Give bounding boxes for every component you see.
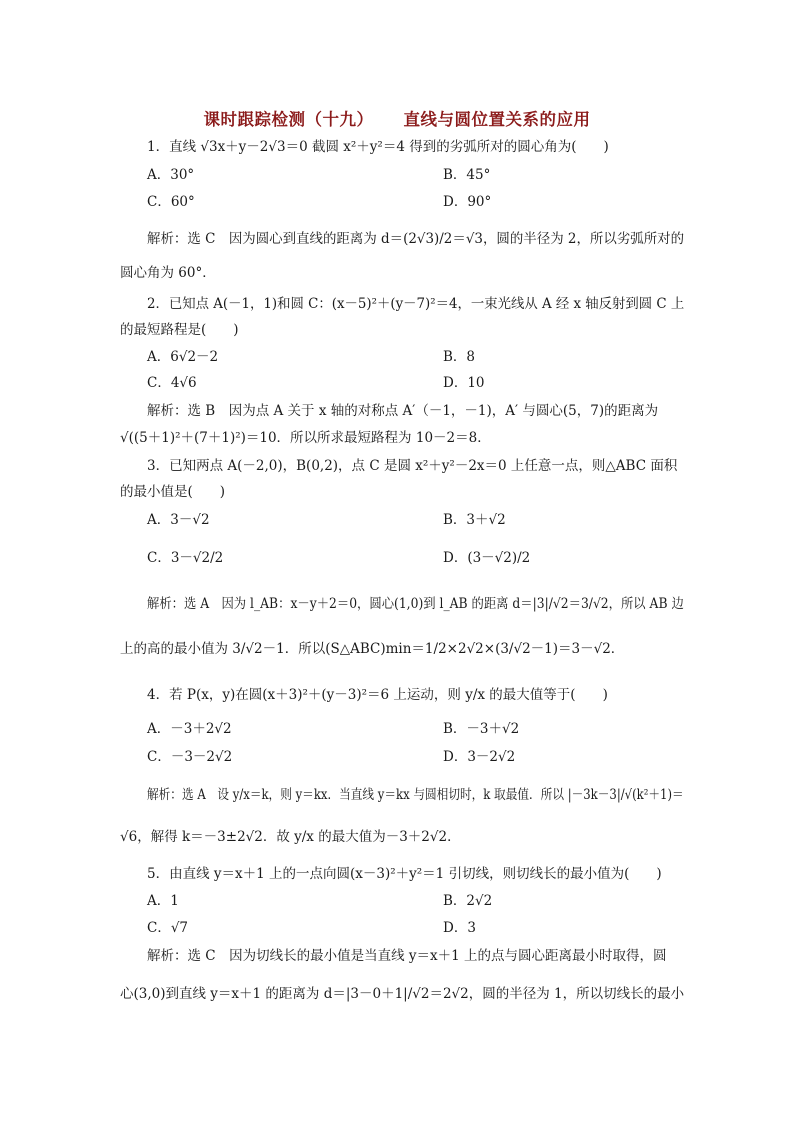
q2-option-d: D．10 bbox=[443, 375, 485, 391]
q5-option-c: C．√7 bbox=[147, 920, 189, 936]
question-3-stem: 3．已知两点 A(－2,0)，B(0,2)，点 C 是圆 x²＋y²－2x＝0 上任意一点，则△ABC 面积 bbox=[147, 458, 678, 474]
q1-option-a: A．30° bbox=[147, 167, 195, 183]
q3-option-d: D．(3－√2)/2 bbox=[443, 550, 531, 566]
q5-option-b: B．2√2 bbox=[443, 893, 493, 909]
question-5-stem: 5．由直线 y＝x＋1 上的一点向圆(x－3)²＋y²＝1 引切线，则切线长的最小值为( ) bbox=[147, 866, 662, 882]
q3-option-c: C．3－√2/2 bbox=[147, 550, 224, 566]
q5-solution-line-1: 解析：选 C 因为切线长的最小值是当直线 y＝x＋1 上的点与圆心距离最小时取得，圆 bbox=[147, 948, 667, 964]
q4-option-d: D．3－2√2 bbox=[443, 749, 516, 765]
q1-option-c: C．60° bbox=[147, 194, 195, 210]
q1-option-b: B．45° bbox=[443, 167, 491, 183]
q4-option-b: B．－3＋√2 bbox=[443, 721, 520, 737]
q2-solution-line-2: √((5＋1)²＋(7＋1)²)＝10．所以所求最短路程为 10－2＝8． bbox=[120, 430, 491, 446]
q4-solution-line-1: 解析：选 A 设 y/x＝k，则 y＝kx．当直线 y＝kx 与圆相切时，k 取最值．所以 |－3k－3|/√(k²＋1)＝ bbox=[147, 787, 684, 803]
q1-option-d: D．90° bbox=[443, 194, 492, 210]
question-2-stem: 2．已知点 A(－1，1)和圆 C：(x－5)²＋(y－7)²＝4，一束光线从 A 经 x 轴反射到圆 C 上 bbox=[147, 296, 685, 312]
q3-option-a: A．3－√2 bbox=[147, 512, 210, 528]
q2-option-b: B．8 bbox=[443, 349, 476, 365]
q1-solution-line-1: 解析：选 C 因为圆心到直线的距离为 d＝(2√3)/2＝√3，圆的半径为 2，所以劣弧所对的 bbox=[147, 231, 685, 247]
q2-solution-line-1: 解析：选 B 因为点 A 关于 x 轴的对称点 A′（－1，－1)，A′ 与圆心(5，7)的距离为 bbox=[147, 403, 659, 419]
q4-option-a: A．－3＋2√2 bbox=[147, 721, 232, 737]
q3-option-b: B．3＋√2 bbox=[443, 512, 506, 528]
q1-solution-line-2: 圆心角为 60°． bbox=[120, 265, 216, 281]
question-1-stem: 1．直线 √3x＋y－2√3＝0 截圆 x²＋y²＝4 得到的劣弧所对的圆心角为( ) bbox=[147, 139, 609, 155]
question-3-stem-cont: 的最小值是( ) bbox=[120, 484, 226, 500]
q3-solution-line-2: 上的高的最小值为 3/√2－1．所以(S△ABC)min＝1/2×2√2×(3/√2－1)＝3－√2． bbox=[120, 641, 625, 657]
q4-solution-line-2: √6，解得 k＝－3±2√2．故 y/x 的最大值为－3＋2√2． bbox=[120, 829, 461, 845]
q4-option-c: C．－3－2√2 bbox=[147, 749, 233, 765]
q5-option-a: A．1 bbox=[147, 893, 179, 909]
page-title: 课时跟踪检测（十九） 直线与圆位置关系的应用 bbox=[203, 110, 591, 129]
q2-option-a: A．6√2－2 bbox=[147, 349, 219, 365]
question-2-stem-cont: 的最短路程是( ) bbox=[120, 322, 239, 338]
question-4-stem: 4．若 P(x，y)在圆(x＋3)²＋(y－3)²＝6 上运动，则 y/x 的最大值等于( ) bbox=[147, 687, 608, 703]
q5-option-d: D．3 bbox=[443, 920, 476, 936]
q5-solution-line-2: 心(3,0)到直线 y＝x＋1 的距离为 d＝|3－0＋1|/√2＝2√2，圆的半径为 1，所以切线长的最小 bbox=[120, 986, 685, 1002]
q3-solution-line-1: 解析：选 A 因为 l_AB：x－y＋2＝0，圆心(1,0)到 l_AB 的距离 d＝|3|/√2＝3/√2，所以 AB 边 bbox=[147, 596, 684, 612]
q2-option-c: C．4√6 bbox=[147, 375, 197, 391]
